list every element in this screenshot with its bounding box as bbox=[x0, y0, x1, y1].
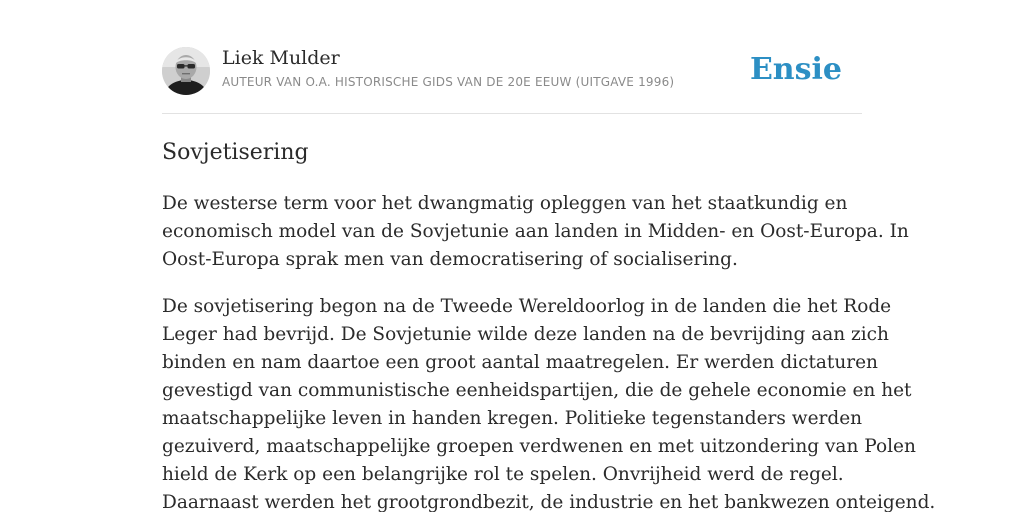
text-line: gevestigd van communistische eenheidspartijen, die de gehele economie en het bbox=[162, 380, 912, 401]
author-avatar[interactable] bbox=[162, 47, 210, 95]
text-line: Leger had bevrijd. De Sovjetunie wilde deze landen na de bevrijding aan zich bbox=[162, 324, 889, 345]
text-line: hield de Kerk op een belangrijke rol te spelen. Onvrijheid werd de regel. bbox=[162, 464, 844, 485]
author-role: AUTEUR VAN O.A. HISTORISCHE GIDS VAN DE 20E EEUW (UITGAVE 1996) bbox=[222, 75, 675, 89]
paragraph-definition bbox=[162, 190, 909, 274]
text-line: maatschappelijke leven in handen kregen. Politieke tegenstanders werden bbox=[162, 408, 863, 429]
author-name[interactable]: Liek Mulder bbox=[222, 47, 340, 69]
author-header bbox=[162, 46, 862, 114]
text-line: Oost-Europa sprak men van democratisering of socialisering. bbox=[162, 249, 738, 270]
person-portrait-icon bbox=[162, 47, 210, 95]
text-line: gezuiverd, maatschappelijke groepen verdwenen en met uitzondering van Polen bbox=[162, 436, 916, 457]
article-body bbox=[162, 190, 936, 512]
header-divider bbox=[162, 113, 862, 114]
text-line: De westerse term voor het dwangmatig opleggen van het staatkundig en bbox=[162, 193, 848, 214]
text-line: binden en nam daartoe een groot aantal maatregelen. Er werden dictaturen bbox=[162, 352, 878, 373]
brand-logo[interactable]: Ensie bbox=[749, 52, 842, 87]
text-line: De sovjetisering begon na de Tweede Wereldoorlog in de landen die het Rode bbox=[162, 296, 892, 317]
text-line: Daarnaast werden het grootgrondbezit, de industrie en het bankwezen onteigend. bbox=[162, 492, 936, 512]
paragraph-history bbox=[162, 293, 936, 512]
article-title: Sovjetisering bbox=[162, 140, 309, 165]
text-line: economisch model van de Sovjetunie aan landen in Midden- en Oost-Europa. In bbox=[162, 221, 909, 242]
